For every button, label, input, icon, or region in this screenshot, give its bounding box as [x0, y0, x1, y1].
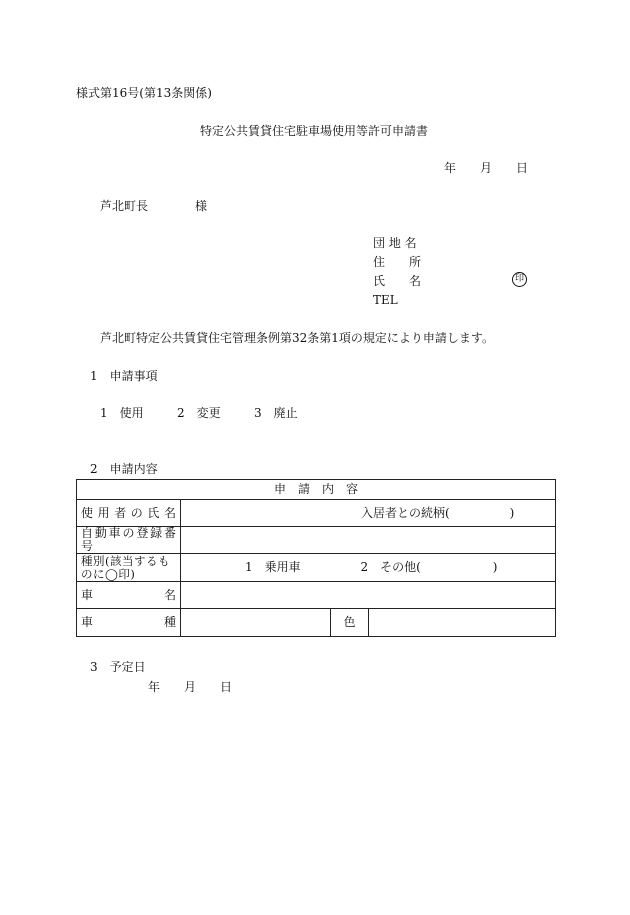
section1-heading: 1 申請事項 [90, 369, 158, 383]
vehicle-type-label: 種別(該当するものに◯印) [77, 554, 181, 582]
car-model-label: 車 種 [77, 609, 181, 637]
type-option-other: 2 その他( ) [360, 560, 498, 574]
table-header: 申 請 内 容 [77, 480, 556, 500]
applicant-name-label: 氏 名 [373, 274, 422, 288]
option-change: 2 変更 [177, 406, 221, 420]
registration-number-label: 自動車の登録番号 [77, 527, 181, 554]
submission-date [444, 161, 534, 175]
scheduled-year-label: 年 [148, 680, 161, 694]
registration-number-cell[interactable] [181, 527, 556, 554]
application-content-table [76, 479, 556, 637]
car-name-cell[interactable] [181, 582, 556, 609]
section2-heading: 2 申請内容 [90, 462, 158, 476]
scheduled-date [148, 680, 238, 694]
scheduled-day-label: 日 [220, 680, 233, 694]
addressee-name: 芦北町長 [100, 199, 149, 213]
car-name-label: 車 名 [77, 582, 181, 609]
addressee-honorific: 様 [195, 199, 208, 213]
option-use: 1 使用 [100, 406, 144, 420]
applicant-address-label: 住 所 [373, 255, 422, 269]
option-abolish: 3 廃止 [254, 406, 298, 420]
type-option-passenger: 1 乗用車 [245, 560, 301, 574]
form-number: 様式第16号(第13条関係) [76, 86, 212, 100]
color-cell[interactable] [369, 609, 556, 637]
user-name-cell[interactable] [181, 500, 556, 527]
date-month-label: 月 [480, 161, 493, 175]
section3-heading: 3 予定日 [90, 660, 146, 674]
car-model-cell[interactable] [181, 609, 331, 637]
page-title: 特定公共賃貸住宅駐車場使用等許可申請書 [200, 124, 429, 138]
seal-icon: 印 [512, 272, 527, 287]
relationship-label: 入居者との続柄( ) [361, 505, 515, 520]
applicant-tel-label: TEL [373, 293, 398, 307]
application-statement: 芦北町特定公共賃貸住宅管理条例第32条第1項の規定により申請します。 [100, 331, 494, 345]
vehicle-type-cell[interactable] [181, 554, 556, 582]
date-year-label: 年 [444, 161, 457, 175]
applicant-estate-label: 団 地 名 [373, 236, 417, 250]
scheduled-month-label: 月 [184, 680, 197, 694]
date-day-label: 日 [516, 161, 529, 175]
color-label: 色 [331, 609, 369, 637]
user-name-label: 使用者の氏名 [77, 500, 181, 527]
